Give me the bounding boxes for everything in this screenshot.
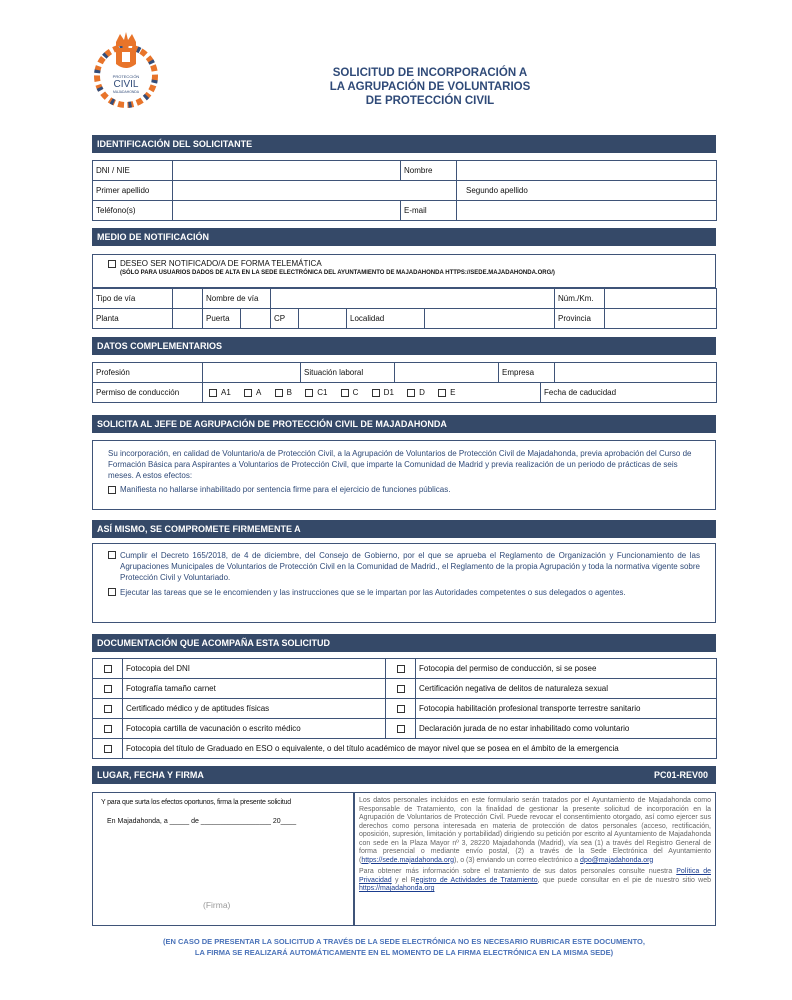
complementarios-table	[92, 362, 717, 383]
checkbox[interactable]	[104, 725, 112, 733]
doc-label: Fotocopia habilitación profesional transporte terrestre sanitario	[416, 699, 717, 719]
telematica-checkbox[interactable]	[108, 260, 116, 268]
inhabilitado-checkbox[interactable]	[108, 486, 116, 494]
doc-checkbox-cell[interactable]	[386, 659, 416, 679]
primer-apellido-field[interactable]	[173, 181, 457, 201]
dni-label: DNI / NIE	[93, 161, 173, 181]
situacion-field[interactable]	[395, 363, 499, 383]
identificacion-table	[92, 160, 717, 221]
section-header-identificacion: IDENTIFICACIÓN DEL SOLICITANTE	[92, 135, 716, 153]
title-line-1: SOLICITUD DE INCORPORACIÓN A	[332, 67, 528, 79]
document-title	[280, 66, 580, 108]
permiso-table	[92, 382, 717, 403]
segundo-apellido-cell[interactable]	[457, 181, 717, 201]
doc-label: Fotocopia del permiso de conducción, si se posee	[416, 659, 717, 679]
doc-checkbox-cell[interactable]	[386, 679, 416, 699]
permiso-label: Permiso de conducción	[93, 383, 203, 403]
section-header-solicita: SOLICITA AL JEFE DE AGRUPACIÓN DE PROTECCIÓN CIVIL DE MAJADAHONDA	[92, 415, 716, 433]
num-km-label: Núm./Km.	[555, 289, 605, 309]
doc-row	[93, 679, 717, 699]
checkbox[interactable]	[104, 685, 112, 693]
firma-line-2: En Majadahonda, a _____ de __________________ 20____	[107, 818, 297, 825]
document-code: PC01-REV00	[653, 770, 708, 780]
checkbox[interactable]	[438, 389, 446, 397]
privacy-policy-link[interactable]: Política de Privacidad	[359, 868, 711, 884]
clase-a[interactable]	[244, 388, 261, 397]
compromiso-2-label: Ejecutar las tareas que se le encomienden y las instrucciones que se le impartan por las Autoridades competentes o sus delegados o agentes.	[120, 588, 626, 597]
doc-label: Certificado médico y de aptitudes físicas	[123, 699, 386, 719]
email-field[interactable]	[457, 201, 717, 221]
checkbox[interactable]	[104, 665, 112, 673]
telematica-option[interactable]	[108, 259, 700, 268]
caducidad-label: Fecha de caducidad	[544, 388, 617, 397]
telefono-label: Teléfono(s)	[93, 201, 173, 221]
empresa-field[interactable]	[555, 363, 717, 383]
cp-label: CP	[271, 309, 299, 329]
email-label: E-mail	[401, 201, 457, 221]
title-line-3: DE PROTECCIÓN CIVIL	[365, 95, 495, 107]
segundo-apellido-label: Segundo apellido	[466, 186, 528, 195]
solicita-paragraph: Su incorporación, en calidad de Voluntario/a de Protección Civil, a la Agrupación de Voluntarios de Protección Civil de Majadahonda, previa aprobación del Curso de Formación Básica para Aspirantes a Voluntarios de Protección Civil, que imparte la Comunidad de Madrid y previa realización de un periodo de prácticas de seis meses. A estos efectos:	[108, 449, 692, 480]
compromete-box	[92, 543, 716, 623]
footer-note	[92, 936, 716, 958]
localidad-field[interactable]	[425, 309, 555, 329]
checkbox[interactable]	[341, 389, 349, 397]
section-header-compromete: ASÍ MISMO, SE COMPROMETE FIRMEMENTE A	[92, 520, 716, 538]
clase-label: C	[352, 388, 359, 397]
doc-label: Fotocopia cartilla de vacunación o escrito médico	[123, 719, 386, 739]
doc-row	[93, 659, 717, 679]
nombre-field[interactable]	[457, 161, 717, 181]
logo-text-3: MAJADAHONDA	[113, 90, 139, 94]
sede-link[interactable]: https://sede.majadahonda.org	[361, 856, 454, 864]
localidad-label: Localidad	[347, 309, 425, 329]
inhabilitado-label: Manifiesta no hallarse inhabilitado por sentencia firme para el ejercicio de funciones públicas.	[120, 485, 451, 494]
provincia-field[interactable]	[605, 309, 717, 329]
empresa-label: Empresa	[499, 363, 555, 383]
clase-label: A	[256, 388, 262, 397]
privacy-text: Para obtener más información sobre el tratamiento de sus datos personales consulte nuestra	[359, 868, 677, 875]
privacy-text: y el R	[391, 876, 416, 884]
doc-label: Declaración jurada de no estar inhabilitado como voluntario	[416, 719, 717, 739]
inhabilitado-option[interactable]	[108, 484, 700, 495]
clase-label: B	[286, 388, 292, 397]
privacy-text: ), o (3) enviando un correo electrónico a	[453, 856, 581, 864]
section-header-firma	[92, 766, 716, 784]
provincia-label: Provincia	[555, 309, 605, 329]
registro-link[interactable]: egistro de Actividades de Tratamiento	[415, 876, 538, 884]
compromiso-1[interactable]	[108, 550, 700, 583]
nombre-via-field[interactable]	[271, 289, 555, 309]
doc-label: Fotocopia del DNI	[123, 659, 386, 679]
nombre-label: Nombre	[401, 161, 457, 181]
firma-line-1: Y para que surta los efectos oportunos, firma la presente solicitud	[101, 799, 291, 806]
planta-field[interactable]	[173, 309, 203, 329]
doc-label: Certificación negativa de delitos de naturaleza sexual	[416, 679, 717, 699]
privacy-notice	[354, 792, 716, 926]
checkbox[interactable]	[407, 389, 415, 397]
doc-checkbox-cell[interactable]	[93, 659, 123, 679]
tipo-via-label: Tipo de vía	[93, 289, 173, 309]
clase-label: D	[419, 388, 425, 397]
checkbox[interactable]	[397, 665, 405, 673]
logo-text-1: PROTECCIÓN	[112, 74, 140, 79]
signature-box[interactable]	[92, 792, 354, 926]
checkbox[interactable]	[397, 725, 405, 733]
checkbox[interactable]	[244, 389, 252, 397]
proteccion-civil-logo	[94, 30, 158, 112]
privacy-paragraph-1	[359, 797, 711, 865]
doc-label: Fotografía tamaño carnet	[123, 679, 386, 699]
title-line-2: LA AGRUPACIÓN DE VOLUNTARIOS	[329, 81, 531, 93]
primer-apellido-label: Primer apellido	[93, 181, 173, 201]
clase-c1[interactable]	[305, 388, 327, 397]
direccion-table	[92, 288, 717, 329]
solicita-box	[92, 440, 716, 510]
num-km-field[interactable]	[605, 289, 717, 309]
telematica-label: DESEO SER NOTIFICADO/A DE FORMA TELEMÁTICA	[120, 259, 322, 268]
compromiso-2[interactable]	[108, 587, 700, 598]
documentacion-table	[92, 658, 717, 759]
checkbox[interactable]	[104, 745, 112, 753]
checkbox[interactable]	[305, 389, 313, 397]
firma-header-label: LUGAR, FECHA Y FIRMA	[97, 770, 204, 780]
privacy-text: Los datos personales incluidos en este formulario serán tratados por el Ayuntamiento de Majadahonda como Responsable de Tratamiento, con la finalidad de gestionar la presente solicitud de incorporación en la Agrupación de Voluntarios de Protección Civil. Puede revocar el consentimiento otorgado, así como ejercer sus derechos como persona interesada en materia de protección de datos personales (acceso, rectificación, oposición, supresión, limitación y portabilidad) dirigiendo su petición por escrito al Ayuntamiento de Majadahonda con sede en la Plaza Mayor nº 3, 28220 Majadahonda (Madrid), vía sea (1) a través del Registro General de forma presencial o mediante envío postal, (2) a través de la Sede Electrónica del Ayuntamiento (	[359, 797, 711, 864]
section-header-complementarios: DATOS COMPLEMENTARIOS	[92, 337, 716, 355]
doc-checkbox-cell[interactable]	[93, 699, 123, 719]
clase-label: D1	[383, 388, 394, 397]
doc-checkbox-cell[interactable]	[386, 699, 416, 719]
doc-checkbox-cell[interactable]	[386, 719, 416, 739]
website-link[interactable]: https://majadahonda.org	[359, 885, 435, 892]
doc-checkbox-cell[interactable]	[93, 739, 123, 759]
permiso-clases	[203, 383, 541, 403]
nombre-via-label: Nombre de vía	[203, 289, 271, 309]
logo-text-2: CIVIL	[113, 79, 139, 90]
doc-row	[93, 699, 717, 719]
doc-row	[93, 739, 717, 759]
section-header-notificacion: MEDIO DE NOTIFICACIÓN	[92, 228, 716, 246]
compromiso-2-checkbox[interactable]	[108, 588, 116, 596]
clase-b[interactable]	[275, 388, 292, 397]
doc-row	[93, 719, 717, 739]
telefono-field[interactable]	[173, 201, 401, 221]
checkbox[interactable]	[104, 705, 112, 713]
clase-label: C1	[317, 388, 328, 397]
clase-label: E	[450, 388, 456, 397]
doc-checkbox-cell[interactable]	[93, 719, 123, 739]
planta-label: Planta	[93, 309, 173, 329]
clase-a1[interactable]	[209, 388, 231, 397]
doc-label: Fotocopia del título de Graduado en ESO o equivalente, o del título académico de mayor nivel que se posea en el ámbito de la emergencia	[123, 739, 717, 759]
dni-field[interactable]	[173, 161, 401, 181]
footer-line-1: (EN CASO DE PRESENTAR LA SOLICITUD A TRAVÉS DE LA SEDE ELECTRÓNICA NO ES NECESARIO RUBRICAR ESTE DOCUMENTO,	[163, 937, 645, 946]
clase-d1[interactable]	[372, 388, 394, 397]
doc-checkbox-cell[interactable]	[93, 679, 123, 699]
tipo-via-field[interactable]	[173, 289, 203, 309]
privacy-paragraph-2	[359, 868, 711, 894]
profesion-field[interactable]	[203, 363, 301, 383]
dpo-email-link[interactable]: dpo@majadahonda.org	[580, 856, 654, 864]
puerta-field[interactable]	[241, 309, 271, 329]
privacy-text: , que puede consultar en el pie de nuestro sitio web	[537, 876, 711, 884]
firma-placeholder: (Firma)	[203, 900, 231, 910]
section-header-documentacion: DOCUMENTACIÓN QUE ACOMPAÑA ESTA SOLICITUD	[92, 634, 716, 652]
checkbox[interactable]	[372, 389, 380, 397]
telematica-box	[92, 254, 716, 288]
compromiso-1-label: Cumplir el Decreto 165/2018, de 4 de diciembre, del Consejo de Gobierno, por el que se aprueba el Reglamento de Organización y Funcionamiento de las Agrupaciones Municipales de Voluntarios de Protección Civil en la Comunidad de Madrid., el Reglamento de la propia Agrupación y toda la normativa vigente sobre Protección Civil y Voluntariado.	[120, 551, 700, 582]
clase-e[interactable]	[438, 388, 455, 397]
caducidad-cell[interactable]	[541, 383, 717, 403]
clase-c[interactable]	[341, 388, 359, 397]
puerta-label: Puerta	[203, 309, 241, 329]
footer-line-2: LA FIRMA SE REALIZARÁ AUTOMÁTICAMENTE EN EL MOMENTO DE LA FIRMA ELECTRÓNICA EN LA MISMA SEDE)	[194, 948, 614, 957]
clase-label: A1	[221, 388, 231, 397]
checkbox[interactable]	[397, 705, 405, 713]
cp-field[interactable]	[299, 309, 347, 329]
telematica-note: (SÓLO PARA USUARIOS DADOS DE ALTA EN LA SEDE ELECTRÓNICA DEL AYUNTAMIENTO DE MAJADAHONDA HTTPS://SEDE.MAJADAHONDA.ORG/)	[120, 270, 555, 276]
compromiso-1-checkbox[interactable]	[108, 551, 116, 559]
checkbox[interactable]	[209, 389, 217, 397]
checkbox[interactable]	[397, 685, 405, 693]
checkbox[interactable]	[275, 389, 283, 397]
clase-d[interactable]	[407, 388, 425, 397]
crown-icon	[116, 32, 136, 46]
situacion-label: Situación laboral	[301, 363, 395, 383]
profesion-label: Profesión	[93, 363, 203, 383]
